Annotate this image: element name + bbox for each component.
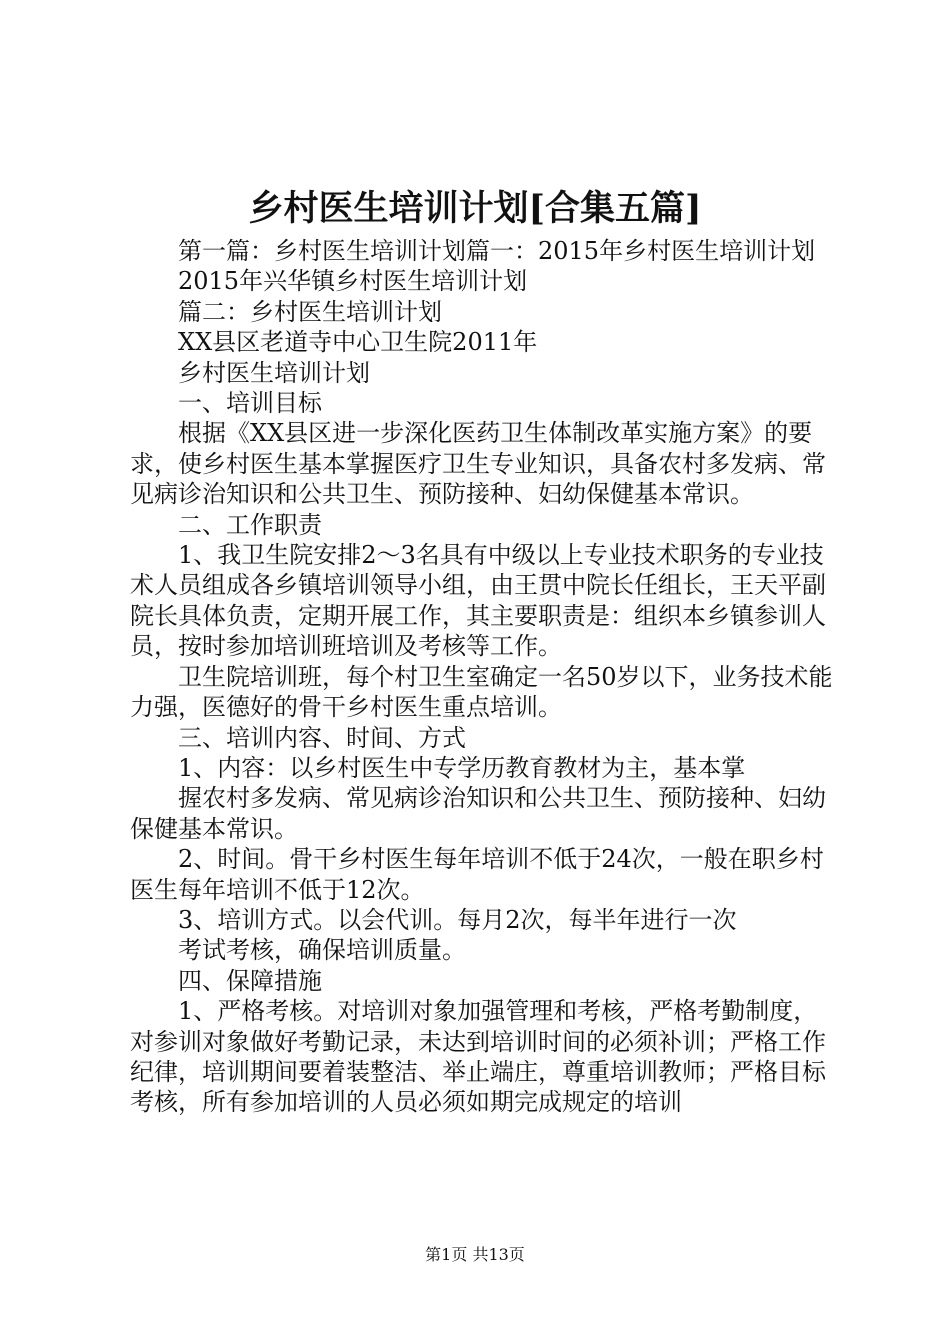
paragraph: 考试考核，确保培训质量。 [178,936,466,965]
section-heading: 一、培训目标 [178,389,322,418]
paragraph: 1、我卫生院安排2～3名具有中级以上专业技术职务的专业技术人员组成各乡镇培训领导小组，由王贯中院长任组长，王天平副院长具体负责，定期开展工作，其主要职责是：组织本乡镇参训人员，按时参加培训班培训及考核等工作。 [130,541,826,661]
document-title: 乡村医生培训计划[合集五篇] [248,188,702,229]
paragraph: 1、严格考核。对培训对象加强管理和考核，严格考勤制度，对参训对象做好考勤记录，未达到培训时间的必须补训；严格工作纪律，培训期间要着装整洁、举止端庄，尊重培训教师；严格目标考核，所有参加培训的人员必须如期完成规定的培训 [130,997,826,1117]
page-number: 第1页 共13页 [425,1245,525,1264]
paragraph: 根据《XX县区进一步深化医药卫生体制改革实施方案》的要求，使乡村医生基本掌握医疗卫生专业知识，具备农村多发病、常见病诊治知识和公共卫生、预防接种、妇幼保健基本常识。 [130,419,826,509]
paragraph: 第一篇：乡村医生培训计划篇一：2015年乡村医生培训计划 [178,237,816,265]
paragraph: 1、内容：以乡村医生中专学历教育教材为主，基本掌 [178,753,746,782]
paragraph: 2、时间。骨干乡村医生每年培训不低于24次，一般在职乡村医生每年培训不低于12次。 [130,845,824,904]
section-heading: 三、培训内容、时间、方式 [178,723,466,752]
paragraph: 3、培训方式。以会代训。每月2次，每半年进行一次 [178,905,737,934]
paragraph: 卫生院培训班，每个村卫生室确定一名50岁以下，业务技术能力强，医德好的骨干乡村医生重点培训。 [130,662,833,722]
section-heading: 四、保障措施 [178,966,322,995]
paragraph: XX县区老道寺中心卫生院2011年 [178,328,538,357]
paragraph: 握农村多发病、常见病诊治知识和公共卫生、预防接种、妇幼保健基本常识。 [130,784,826,843]
section-heading: 二、工作职责 [178,510,322,539]
paragraph: 乡村医生培训计划 [178,358,370,387]
paragraph: 篇二：乡村医生培训计划 [178,297,442,326]
paragraph: 2015年兴华镇乡村医生培训计划 [178,267,528,296]
document-body [130,236,840,1118]
